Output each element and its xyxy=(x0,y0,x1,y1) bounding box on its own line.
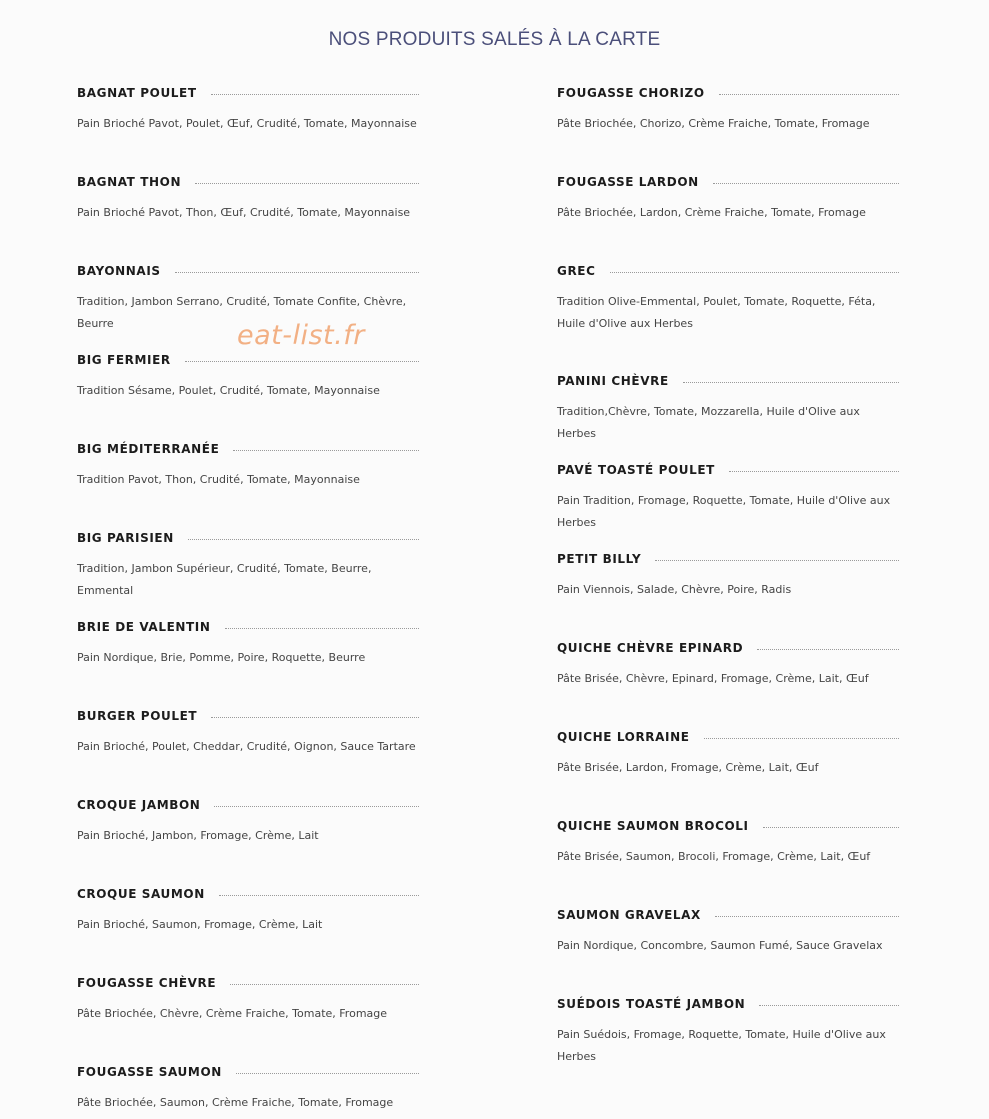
menu-item-name: FOUGASSE CHORIZO xyxy=(557,86,705,100)
menu-item-description: Tradition, Jambon Supérieur, Crudité, Tomate, Beurre, Emmental xyxy=(77,562,372,597)
menu-item-description: Pain Nordique, Brie, Pomme, Poire, Roquette, Beurre xyxy=(77,651,366,664)
menu-item xyxy=(77,707,422,758)
menu-item-name: FOUGASSE LARDON xyxy=(557,175,699,189)
menu-item xyxy=(77,974,422,1025)
dotted-divider xyxy=(214,806,419,807)
dotted-divider xyxy=(763,827,899,828)
menu-item-name: PANINI CHÈVRE xyxy=(557,374,669,388)
menu-item-description: Pain Viennois, Salade, Chèvre, Poire, Radis xyxy=(557,583,792,596)
dotted-divider xyxy=(236,1073,419,1074)
dotted-divider xyxy=(719,94,899,95)
dotted-divider xyxy=(655,560,899,561)
dotted-divider xyxy=(188,539,419,540)
menu-item-description: Pain Brioché, Poulet, Cheddar, Crudité, Oignon, Sauce Tartare xyxy=(77,740,416,753)
menu-item xyxy=(77,440,422,491)
page-title: NOS PRODUITS SALÉS À LA CARTE xyxy=(328,28,661,50)
menu-item-description: Pain Brioché Pavot, Thon, Œuf, Crudité, Tomate, Mayonnaise xyxy=(77,206,411,219)
dotted-divider xyxy=(704,738,899,739)
menu-item xyxy=(557,173,902,224)
menu-item-description: Pain Brioché, Saumon, Fromage, Crème, Lait xyxy=(77,918,323,931)
dotted-divider xyxy=(683,382,899,383)
menu-item xyxy=(77,529,422,602)
menu-item-description: Tradition Sésame, Poulet, Crudité, Tomate, Mayonnaise xyxy=(77,384,380,397)
dotted-divider xyxy=(225,628,419,629)
menu-item-name: SAUMON GRAVELAX xyxy=(557,908,701,922)
menu-item-description: Pâte Briochée, Chorizo, Crème Fraiche, Tomate, Fromage xyxy=(557,117,870,130)
dotted-divider xyxy=(211,717,419,718)
menu-item xyxy=(557,84,902,135)
menu-item-name: QUICHE LORRAINE xyxy=(557,730,690,744)
menu-item xyxy=(557,995,902,1068)
menu-item-name: BAYONNAIS xyxy=(77,264,161,278)
dotted-divider xyxy=(185,361,419,362)
menu-item xyxy=(77,618,422,669)
menu-item-name: BAGNAT POULET xyxy=(77,86,197,100)
menu-item-name: QUICHE CHÈVRE EPINARD xyxy=(557,641,744,655)
menu-item-description: Pain Tradition, Fromage, Roquette, Tomate, Huile d'Olive aux Herbes xyxy=(557,494,891,529)
dotted-divider xyxy=(219,895,419,896)
menu-item-name: BURGER POULET xyxy=(77,709,198,723)
menu-item xyxy=(77,796,422,847)
dotted-divider xyxy=(610,272,900,273)
menu-item xyxy=(557,372,902,445)
menu-item-name: GREC xyxy=(557,264,596,278)
dotted-divider xyxy=(230,984,419,985)
dotted-divider xyxy=(175,272,419,273)
menu-item-name: PETIT BILLY xyxy=(557,552,642,566)
menu-item-description: Pain Brioché Pavot, Poulet, Œuf, Crudité, Tomate, Mayonnaise xyxy=(77,117,417,130)
menu-item-name: CROQUE JAMBON xyxy=(77,798,201,812)
menu-item-name: BRIE DE VALENTIN xyxy=(77,620,211,634)
menu-item-description: Pain Nordique, Concombre, Saumon Fumé, Sauce Gravelax xyxy=(557,939,883,952)
dotted-divider xyxy=(211,94,419,95)
menu-item-description: Pain Brioché, Jambon, Fromage, Crème, Lait xyxy=(77,829,319,842)
menu-item-description: Pâte Brisée, Saumon, Brocoli, Fromage, Crème, Lait, Œuf xyxy=(557,850,871,863)
menu-item xyxy=(77,351,422,402)
menu-item-name: FOUGASSE SAUMON xyxy=(77,1065,222,1079)
watermark: eat-list.fr xyxy=(237,320,365,351)
menu-item-name: BIG FERMIER xyxy=(77,353,171,367)
dotted-divider xyxy=(729,471,899,472)
menu-item xyxy=(77,1063,422,1114)
dotted-divider xyxy=(759,1005,899,1006)
menu-item-description: Pâte Brisée, Lardon, Fromage, Crème, Lait, Œuf xyxy=(557,761,819,774)
menu-item-description: Pâte Brisée, Chèvre, Epinard, Fromage, Crème, Lait, Œuf xyxy=(557,672,869,685)
menu-item-name: FOUGASSE CHÈVRE xyxy=(77,976,217,990)
menu-item xyxy=(557,550,902,601)
menu-item xyxy=(557,461,902,534)
dotted-divider xyxy=(715,916,899,917)
menu-item xyxy=(557,728,902,779)
menu-item xyxy=(557,906,902,957)
menu-item xyxy=(77,173,422,224)
menu-item-description: Pâte Briochée, Saumon, Crème Fraiche, Tomate, Fromage xyxy=(77,1096,394,1109)
menu-item-description: Pain Suédois, Fromage, Roquette, Tomate, Huile d'Olive aux Herbes xyxy=(557,1028,886,1063)
menu-item-description: Tradition Pavot, Thon, Crudité, Tomate, Mayonnaise xyxy=(77,473,360,486)
menu-item-name: PAVÉ TOASTÉ POULET xyxy=(557,463,715,477)
menu-item-description: Tradition, Jambon Serrano, Crudité, Tomate Confite, Chèvre, Beurre xyxy=(77,295,407,330)
menu-item-description: Pâte Briochée, Chèvre, Crème Fraiche, Tomate, Fromage xyxy=(77,1007,388,1020)
dotted-divider xyxy=(233,450,419,451)
menu-item-description: Tradition,Chèvre, Tomate, Mozzarella, Huile d'Olive aux Herbes xyxy=(557,405,860,440)
menu-item xyxy=(77,885,422,936)
dotted-divider xyxy=(713,183,899,184)
menu-item xyxy=(557,817,902,868)
menu-item-description: Tradition Olive-Emmental, Poulet, Tomate, Roquette, Féta, Huile d'Olive aux Herbes xyxy=(557,295,876,330)
menu-item xyxy=(77,84,422,135)
dotted-divider xyxy=(195,183,419,184)
dotted-divider xyxy=(757,649,899,650)
menu-item-description: Pâte Briochée, Lardon, Crème Fraiche, Tomate, Fromage xyxy=(557,206,866,219)
menu-item-name: BAGNAT THON xyxy=(77,175,182,189)
menu-item xyxy=(557,262,902,335)
menu-item xyxy=(557,639,902,690)
menu-item-name: BIG PARISIEN xyxy=(77,531,174,545)
menu-item-name: QUICHE SAUMON BROCOLI xyxy=(557,819,749,833)
menu-item xyxy=(77,262,422,335)
menu-item-name: CROQUE SAUMON xyxy=(77,887,205,901)
menu-item-name: SUÉDOIS TOASTÉ JAMBON xyxy=(557,997,746,1011)
menu-item-name: BIG MÉDITERRANÉE xyxy=(77,442,220,456)
